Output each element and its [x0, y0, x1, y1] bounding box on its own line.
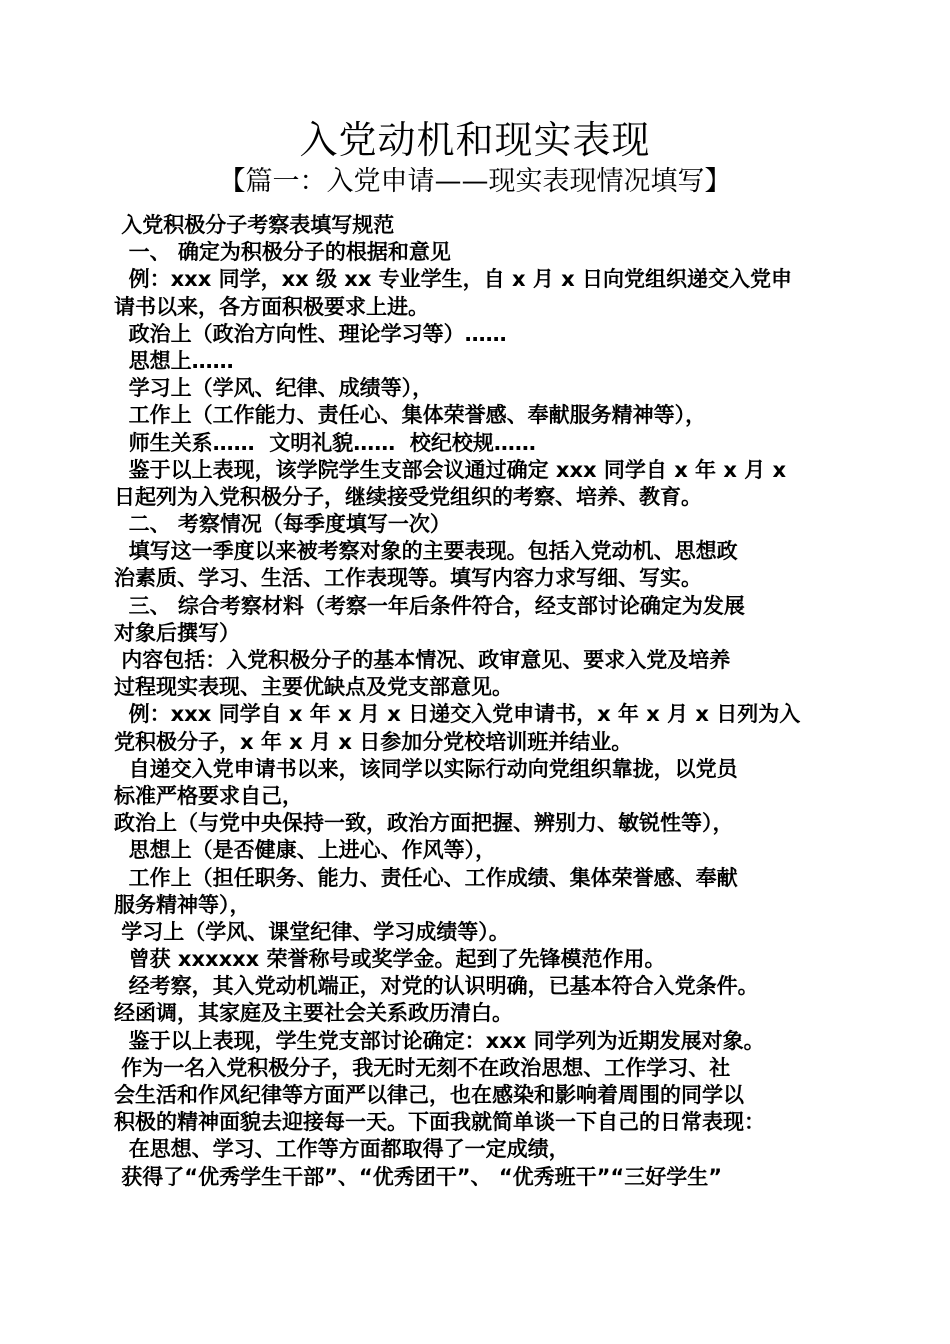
paragraph-line: 服务精神等），: [114, 892, 251, 917]
paragraph-line: 填写这一季度以来被考察对象的主要表现。包括入党动机、思想政: [114, 539, 738, 564]
document-subtitle: 【篇一：入党申请——现实表现情况填写】: [218, 166, 732, 197]
paragraph-line: 过程现实表现、主要优缺点及党支部意见。: [114, 675, 513, 700]
paragraph-line: 请书以来，各方面积极要求上进。: [114, 294, 429, 319]
paragraph-line: 工作上（担任职务、能力、责任心、工作成绩、集体荣誉感、奉献: [114, 865, 738, 890]
paragraph-line: 例：xxx 同学自 x 年 x 月 x 日递交入党申请书，x 年 x 月 x 日列为入: [114, 702, 801, 727]
paragraph-line: 标准严格要求自己，: [114, 783, 303, 808]
paragraph-line: 经函调，其家庭及主要社会关系政历清白。: [114, 1001, 513, 1026]
paragraph-line: 党积极分子，x 年 x 月 x 日参加分党校培训班并结业。: [114, 729, 633, 754]
paragraph-line: 曾获 xxxxxx 荣誉称号或奖学金。起到了先锋模范作用。: [114, 947, 666, 972]
paragraph-line: 鉴于以上表现，学生党支部讨论确定：xxx 同学列为近期发展对象。: [114, 1028, 765, 1053]
paragraph-line: 例：xxx 同学，xx 级 xx 专业学生，自 x 月 x 日向党组织递交入党申: [114, 267, 793, 292]
paragraph-line: 对象后撰写）: [114, 620, 240, 645]
paragraph-line: 思想上（是否健康、上进心、作风等），: [114, 838, 497, 863]
document-body: [114, 212, 844, 1191]
paragraph-line: 工作上（工作能力、责任心、集体荣誉感、奉献服务精神等），: [114, 403, 707, 428]
document-title: 入党动机和现实表现: [299, 118, 651, 162]
paragraph-line: 内容包括：入党积极分子的基本情况、政审意见、要求入党及培养: [114, 648, 731, 672]
paragraph-line: 一、 确定为积极分子的根据和意见: [114, 240, 451, 265]
paragraph-line: 治素质、学习、生活、工作表现等。填写内容力求写细、写实。: [114, 566, 702, 591]
paragraph-line: 师生关系…… 文明礼貌…… 校纪校规……: [114, 430, 536, 455]
paragraph-line: 积极的精神面貌去迎接每一天。下面我就简单谈一下自己的日常表现：: [114, 1110, 765, 1135]
paragraph-line: 学习上（学风、纪律、成绩等），: [114, 376, 434, 401]
paragraph-line: 入党积极分子考察表填写规范: [114, 213, 395, 237]
paragraph-line: 学习上（学风、课堂纪律、学习成绩等）。: [114, 919, 510, 944]
paragraph-line: 会生活和作风纪律等方面严以律己，也在感染和影响着周围的同学以: [114, 1083, 744, 1107]
paragraph-line: 获得了“优秀学生干部”、“优秀团干”、 “优秀班干”“三好学生”: [114, 1164, 723, 1189]
paragraph-line: 日起列为入党积极分子，继续接受党组织的考察、培养、教育。: [114, 484, 702, 509]
paragraph-line: 作为一名入党积极分子，我无时无刻不在政治思想、工作学习、社: [114, 1055, 731, 1080]
paragraph-line: 思想上……: [114, 348, 234, 373]
paragraph-line: 在思想、学习、工作等方面都取得了一定成绩，: [114, 1137, 570, 1162]
paragraph-line: 自递交入党申请书以来，该同学以实际行动向党组织靠拢，以党员: [114, 756, 738, 781]
paragraph-line: 三、 综合考察材料（考察一年后条件符合，经支部讨论确定为发展: [114, 593, 745, 618]
paragraph-line: 经考察，其入党动机端正，对党的认识明确，已基本符合入党条件。: [114, 974, 759, 999]
paragraph-line: 政治上（与党中央保持一致，政治方面把握、辨别力、敏锐性等），: [114, 811, 734, 836]
paragraph-line: 二、 考察情况（每季度填写一次）: [114, 512, 451, 537]
paragraph-line: 政治上（政治方向性、理论学习等）……: [114, 321, 507, 346]
paragraph-line: 鉴于以上表现，该学院学生支部会议通过确定 xxx 同学自 x 年 x 月 x: [114, 457, 787, 482]
